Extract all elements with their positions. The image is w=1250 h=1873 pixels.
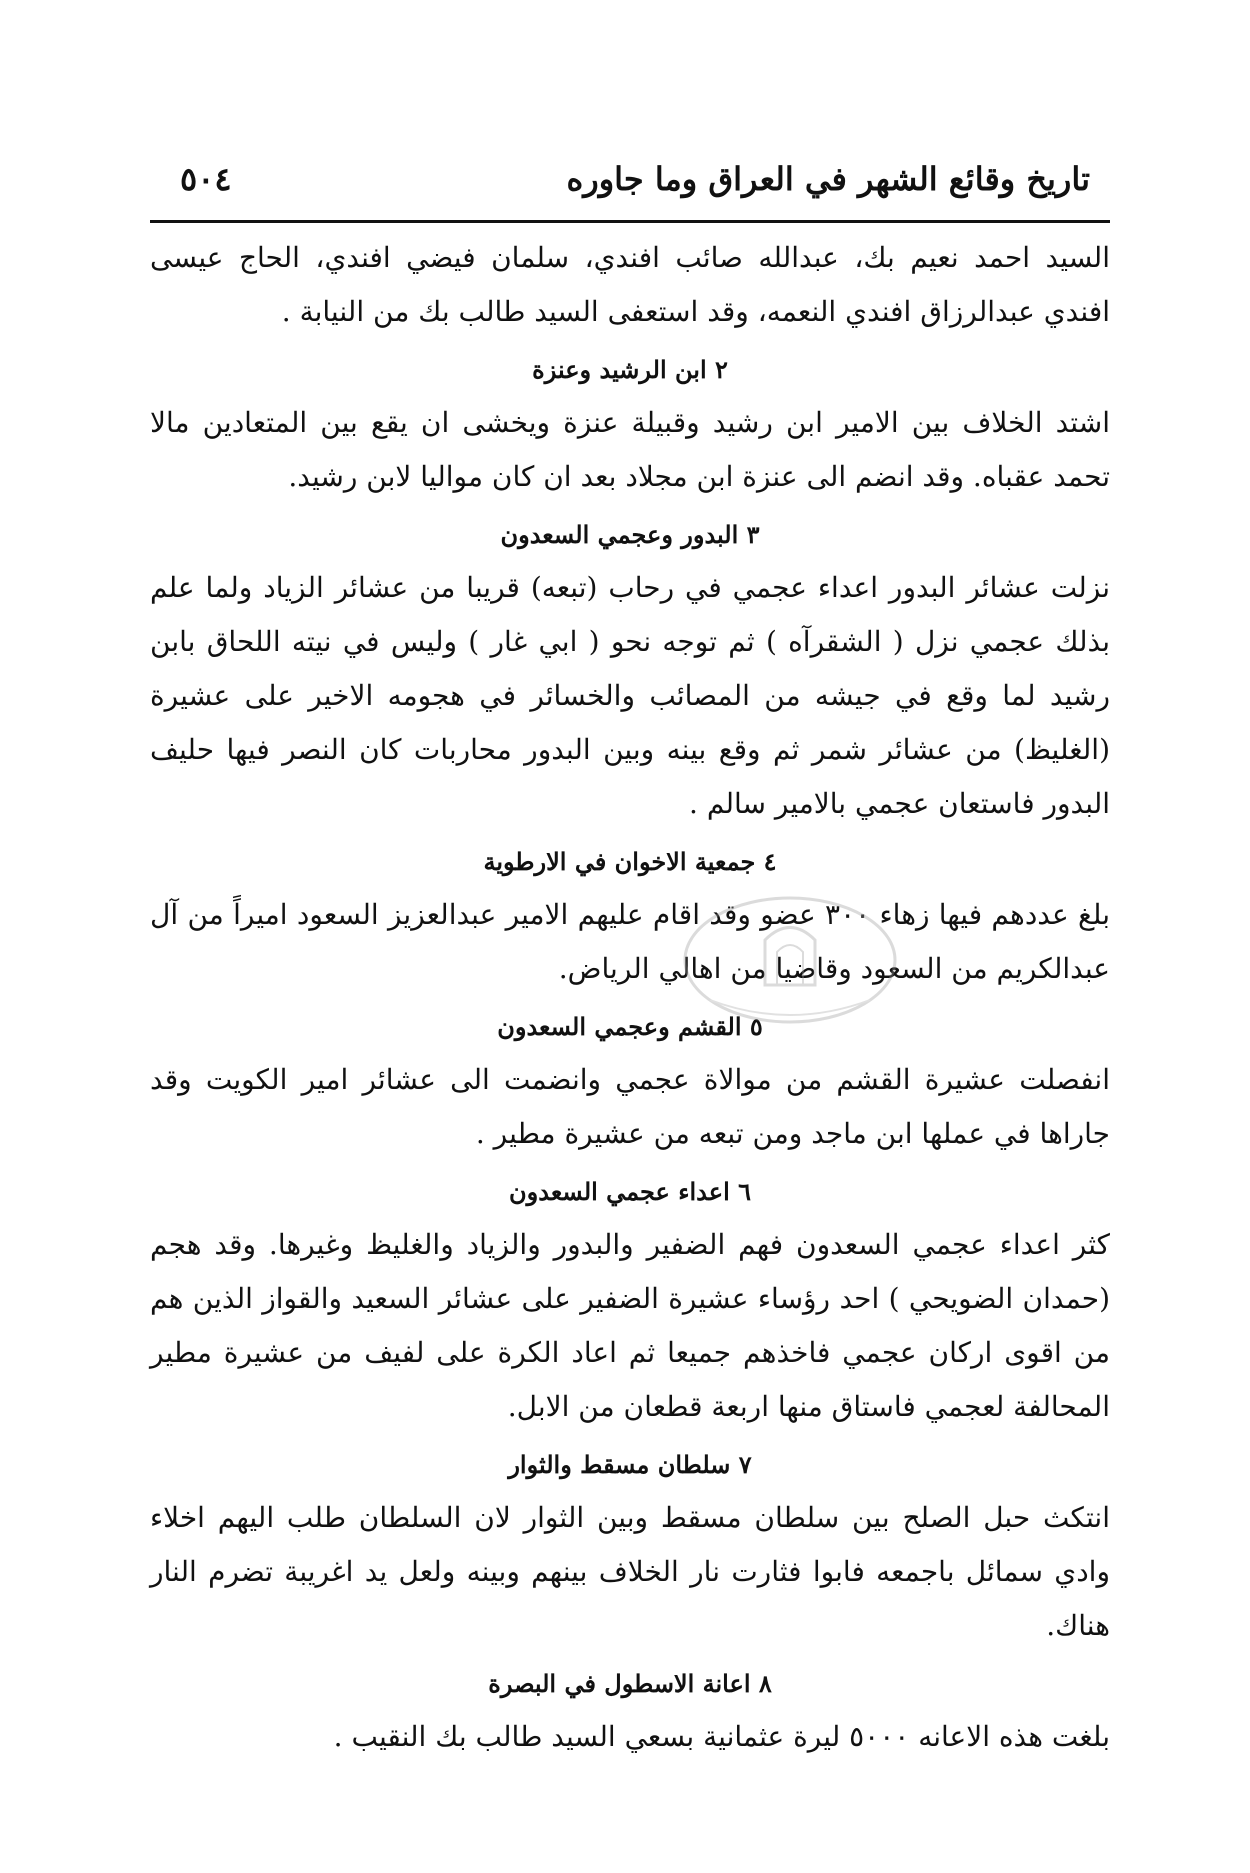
header-rule	[150, 220, 1110, 223]
section-body: انفصلت عشيرة القشم من موالاة عجمي وانضمت الى عشائر امير الكويت وقد جاراها في عملها ابن ماجد ومن تبعه من عشيرة مطير .	[150, 1063, 1110, 1150]
section-2	[150, 355, 1110, 504]
section-title: ٣ البدور وعجمي السعدون	[500, 520, 760, 549]
section-6	[150, 1177, 1110, 1434]
page-header	[150, 160, 1110, 220]
running-title: تاريخ وقائع الشهر في العراق وما جاوره	[566, 160, 1090, 198]
section-title: ٧ سلطان مسقط والثوار	[508, 1450, 752, 1479]
section-5	[150, 1012, 1110, 1161]
intro-paragraph: السيد احمد نعيم بك، عبدالله صائب افندي، سلمان فيضي افندي، الحاج عيسى افندي عبدالرزاق افندي النعمه، وقد استعفى السيد طالب بك من النيابة .	[150, 241, 1110, 328]
section-body: بلغ عددهم فيها زهاء ٣٠٠ عضو وقد اقام عليهم الامير عبدالعزيز السعود اميراً من آل عبدالكريم من السعود وقاضيا من اهالي الرياض.	[150, 898, 1110, 985]
section-4	[150, 847, 1110, 996]
section-title: ٥ القشم وعجمي السعدون	[497, 1012, 763, 1041]
section-title: ٦ اعداء عجمي السعدون	[509, 1177, 751, 1206]
section-title: ٢ ابن الرشيد وعنزة	[532, 355, 728, 384]
document-page	[150, 160, 1110, 1820]
section-body: بلغت هذه الاعانه ٥٠٠٠ ليرة عثمانية بسعي السيد طالب بك النقيب .	[333, 1720, 1110, 1753]
section-8	[150, 1669, 1110, 1764]
section-body: اشتد الخلاف بين الامير ابن رشيد وقبيلة عنزة ويخشى ان يقع بين المتعادين مالا تحمد عقباه. وقد انضم الى عنزة ابن مجلاد بعد ان كان مواليا لابن رشيد.	[150, 406, 1110, 493]
section-3	[150, 520, 1110, 831]
section-title: ٨ اعانة الاسطول في البصرة	[488, 1669, 772, 1698]
section-body: انتكث حبل الصلح بين سلطان مسقط وبين الثوار لان السلطان طلب اليهم اخلاء وادي سمائل باجمعه فابوا فثارت نار الخلاف بينهم وبينه ولعل يد اغريبة تضرم النار هناك.	[150, 1501, 1110, 1642]
section-body: كثر اعداء عجمي السعدون فهم الضفير والبدور والزياد والغليظ وغيرها. وقد هجم (حمدان الضويحي ) احد رؤساء عشيرة الضفير على عشائر السعيد والقواز الذين هم من اقوى اركان عجمي فاخذهم جميعا ثم اعاد الكرة على لفيف من عشيرة مطير المحالفة لعجمي فاستاق منها اربعة قطعان من الابل.	[150, 1228, 1110, 1423]
section-7	[150, 1450, 1110, 1653]
section-body: نزلت عشائر البدور اعداء عجمي في رحاب (تبعه) قريبا من عشائر الزياد ولما علم بذلك عجمي نزل ( الشقرآه ) ثم توجه نحو ( ابي غار ) وليس في نيته اللحاق بابن رشيد لما وقع في جيشه من المصائب والخسائر في هجومه الاخير على عشيرة (الغليظ) من عشائر شمر ثم وقع بينه وبين البدور محاربات كان النصر فيها حليف البدور فاستعان عجمي بالامير سالم .	[150, 571, 1111, 820]
section-title: ٤ جمعية الاخوان في الارطوية	[483, 847, 777, 876]
page-number: ٥٠٤	[180, 160, 232, 198]
